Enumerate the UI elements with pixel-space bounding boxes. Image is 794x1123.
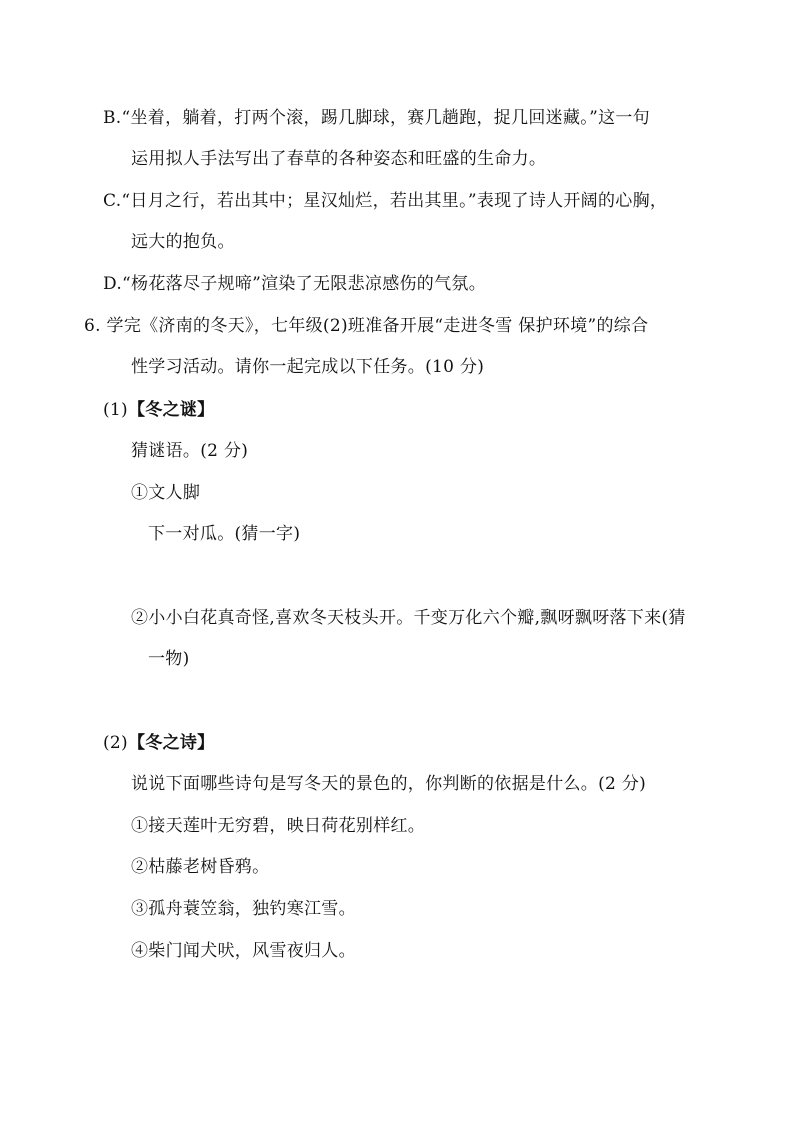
riddle-2-line-1: ②小小白花真奇怪,喜欢冬天枝头开。千变万化六个瓣,飘呀飘呀落下来(猜 — [131, 608, 686, 628]
riddle-1-line-1: ①文人脚 — [131, 483, 201, 503]
question-6-intro-line-1: 6. 学完《济南的冬天》，七年级(2)班准备开展“走进冬雪 保护环境”的综合 — [84, 316, 649, 336]
option-b-line-2: 运用拟人手法写出了春草的各种姿态和旺盛的生命力。 — [131, 149, 547, 169]
option-c-line-1: C.“日月之行，若出其中；星汉灿烂，若出其里。”表现了诗人开阔的心胸， — [103, 191, 668, 211]
question-6-intro-line-2: 性学习活动。请你一起完成以下任务。(10 分) — [131, 357, 485, 377]
poem-3: ③孤舟蓑笠翁，独钓寒江雪。 — [131, 899, 356, 919]
riddle-1-line-2: 下一对瓜。(猜一字) — [148, 524, 301, 544]
option-d-line-1: D.“杨花落尽子规啼”渲染了无限悲凉感伤的气氛。 — [103, 274, 487, 294]
option-c-line-2: 远大的抱负。 — [131, 232, 235, 252]
part-1-heading: 【冬之谜】 — [127, 400, 215, 420]
poem-1: ①接天莲叶无穷碧，映日荷花别样红。 — [131, 816, 426, 836]
part-1-header — [103, 399, 214, 421]
riddle-2-line-2: 一物) — [148, 649, 190, 669]
part-1-number: (1) — [103, 400, 128, 420]
poem-2: ②枯藤老树昏鸦。 — [131, 857, 270, 877]
part-2-header — [103, 732, 214, 754]
part-2-number: (2) — [103, 733, 128, 753]
part-2-heading: 【冬之诗】 — [127, 733, 215, 753]
part-1-instruction: 猜谜语。(2 分) — [131, 441, 249, 461]
poem-4: ④柴门闻犬吠，风雪夜归人。 — [131, 941, 356, 961]
option-b-line-1: B.“坐着，躺着，打两个滚，踢几脚球，赛几趟跑，捉几回迷藏。”这一句 — [103, 108, 650, 128]
part-2-instruction: 说说下面哪些诗句是写冬天的景色的，你判断的依据是什么。(2 分) — [131, 774, 647, 794]
